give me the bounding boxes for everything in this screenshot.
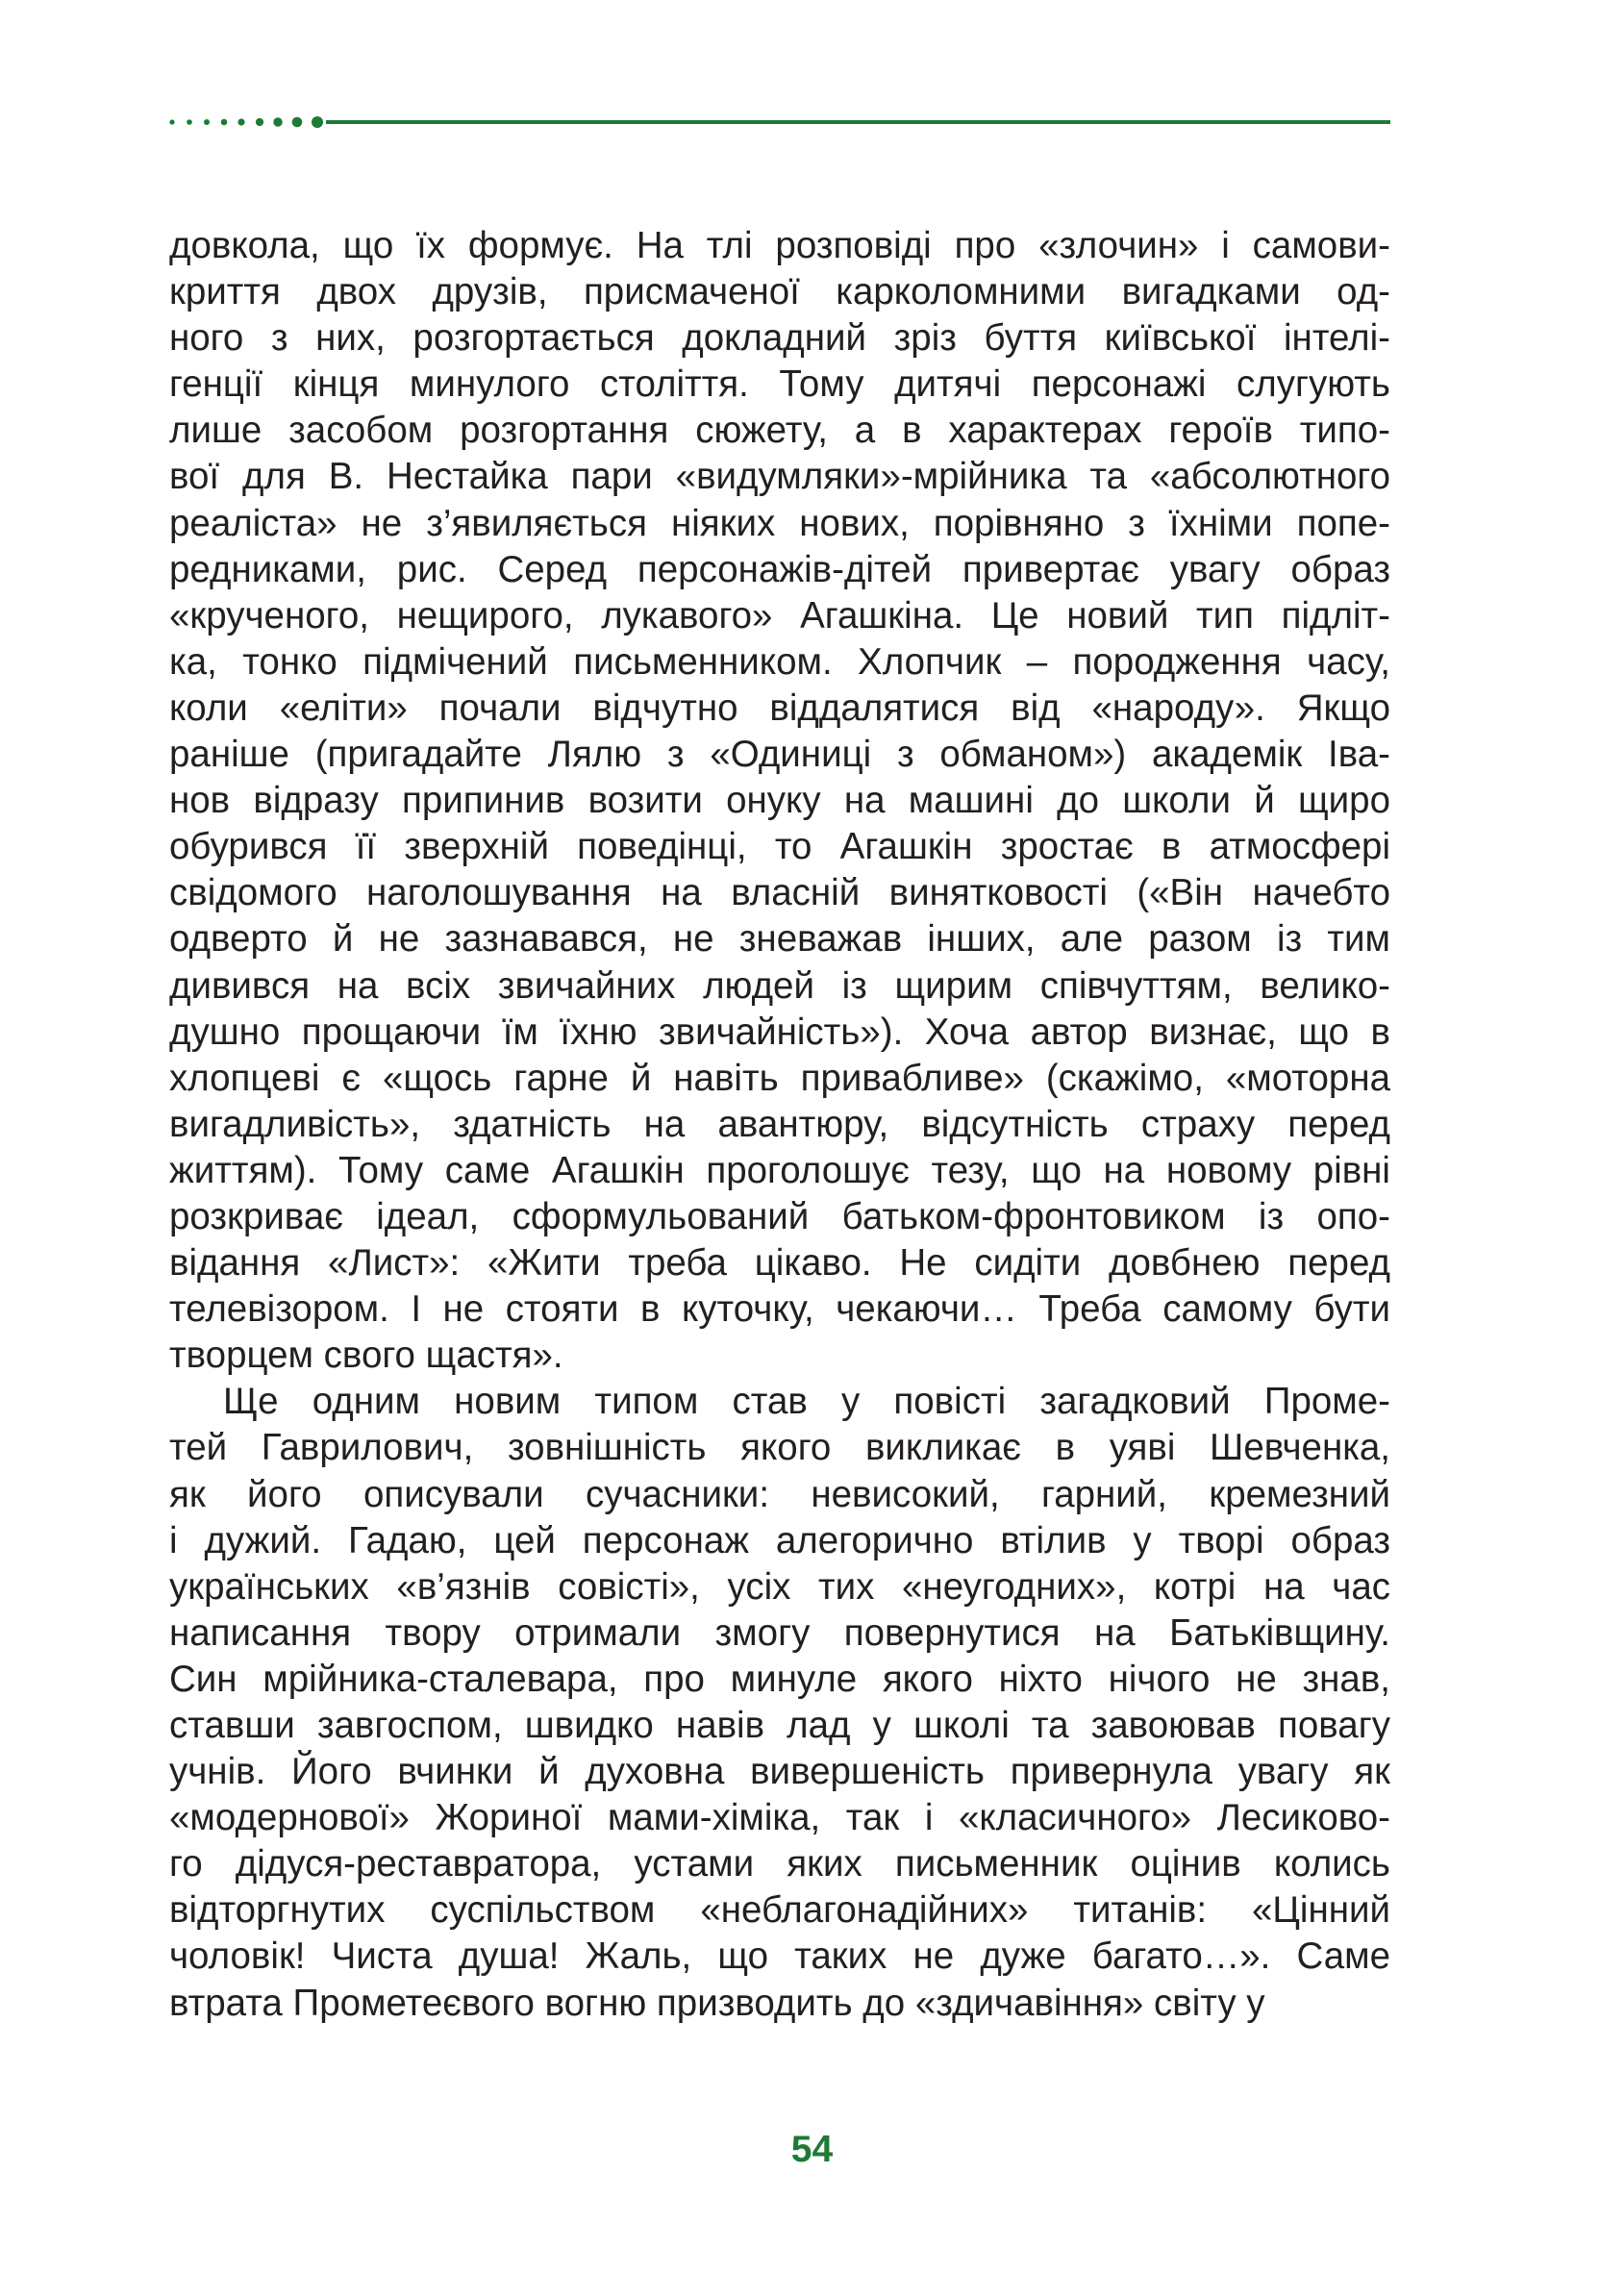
text-line: чоловік! Чиста душа! Жаль, що таких не дуже багато…». Саме: [169, 1935, 1390, 1978]
text-line: дивився на всіх звичайних людей із щирим співчуттям, велико-: [169, 964, 1390, 1007]
text-line: телевізором. І не стояти в куточку, чекаючи… Треба самому бути: [169, 1288, 1390, 1331]
text-line: Син мрійника-сталевара, про минуле якого ніхто нічого не знав,: [169, 1658, 1390, 1700]
page-number: 54: [790, 2129, 834, 2170]
text-line: довкола, що їх формує. На тлі розповіді про «злочин» і самови-: [169, 225, 1390, 266]
text-line: українських «в’язнів совісті», усіх тих «неугодних», котрі на час: [169, 1565, 1390, 1608]
text-line: «крученого, нещирого, лукавого» Агашкіна. Це новий тип підліт-: [169, 594, 1390, 637]
text-line: реаліста» не з’явиляється ніяких нових, порівняно з їхніми попе-: [169, 502, 1390, 544]
text-line: і дужий. Гадаю, цей персонаж алегорично втілив у творі образ: [169, 1519, 1390, 1561]
text-line: вої для В. Нестайка пари «видумляки»-мрійника та «абсолютного: [169, 456, 1390, 498]
text-line: тей Гаврилович, зовнішність якого викликає в уяві Шевченка,: [169, 1427, 1390, 1469]
text-line: одверто й не зазнавався, не зневажав інших, але разом із тим: [169, 918, 1390, 961]
text-line: життям). Тому саме Агашкін проголошує тезу, що на новому рівні: [169, 1149, 1390, 1191]
text-line: Ще одним новим типом став у повісті загадковий Проме-: [223, 1381, 1390, 1423]
text-line: написання твору отримали змогу повернутися на Батьківщину.: [169, 1611, 1390, 1654]
text-line: коли «еліти» почали відчутно віддалятися від «народу». Якщо: [169, 687, 1390, 729]
text-line: генції кінця минулого століття. Тому дитячі персонажі слугують: [169, 363, 1390, 406]
text-line: редниками, рис. Серед персонажів-дітей привертає увагу образ: [169, 548, 1390, 590]
main-text: [169, 223, 1390, 2027]
text-line: відання «Лист»: «Жити треба цікаво. Не сидіти довбнею перед: [169, 1242, 1390, 1285]
text-line: розкриває ідеал, сформульований батьком-фронтовиком із опо-: [169, 1195, 1390, 1237]
paragraph: [169, 223, 1390, 1379]
text-line: «модернової» Жориної мами-хіміка, так і «класичного» Лесиково-: [169, 1797, 1390, 1839]
text-line: вигадливість», здатність на авантюру, відсутність страху перед: [169, 1103, 1390, 1145]
text-line: ка, тонко підмічений письменником. Хлопчик – породження часу,: [169, 640, 1390, 683]
text-line: як його описували сучасники: невисокий, гарний, кремезний: [169, 1473, 1390, 1515]
text-line: криття двох друзів, присмаченої карколомними вигадками од-: [169, 271, 1390, 313]
text-line: раніше (пригадайте Лялю з «Одиниці з обманом») академік Іва-: [169, 734, 1390, 776]
text-line: втрата Прометеєвого вогню призводить до «здичавіння» світу у: [169, 1982, 1265, 2024]
header-dotted-rule: [169, 114, 1390, 130]
text-line: свідомого наголошування на власній винятковості («Він начебто: [169, 872, 1390, 914]
text-line: обурився її зверхній поведінці, то Агашкін зростає в атмосфері: [169, 826, 1390, 868]
text-line: ставши завгоспом, швидко навів лад у школі та завоював повагу: [169, 1705, 1390, 1746]
text-line: відторгнутих суспільством «неблагонадійних» титанів: «Цінний: [169, 1889, 1390, 1932]
text-line: нов відразу припинив возити онуку на машині до школи й щиро: [169, 780, 1390, 822]
text-line: го дідуся-реставратора, устами яких письменник оцінив колись: [169, 1843, 1390, 1885]
text-line: душно прощаючи їм їхню звичайність»). Хоча автор визнає, що в: [169, 1011, 1390, 1053]
text-line: ного з них, розгортається докладний зріз буття київської інтелі-: [169, 317, 1390, 360]
text-line: творцем свого щастя».: [169, 1335, 563, 1377]
text-line: лише засобом розгортання сюжету, а в характерах героїв типо-: [169, 410, 1390, 452]
text-line: хлопцеві є «щось гарне й навіть привабливе» (скажімо, «моторна: [169, 1057, 1390, 1099]
paragraph: [169, 1379, 1390, 2026]
text-line: учнів. Його вчинки й духовна вивершеність привернула увагу як: [169, 1751, 1390, 1793]
